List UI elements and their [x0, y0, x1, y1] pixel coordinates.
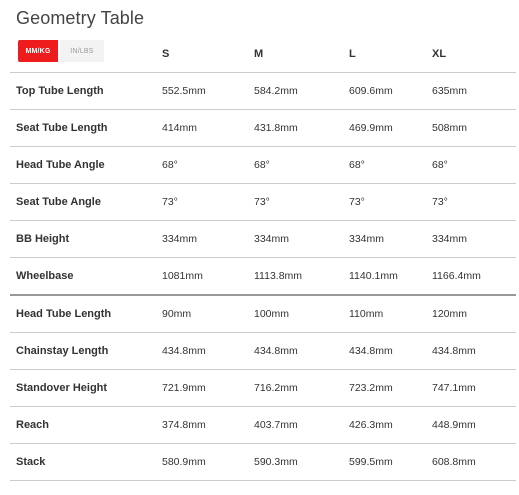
row-label: Chainstay Length	[10, 333, 156, 370]
row-label: Seat Tube Length	[10, 110, 156, 147]
table-cell: 334mm	[156, 221, 248, 258]
table-row	[10, 221, 516, 258]
table-row	[10, 370, 516, 407]
row-label: Head Tube Angle	[10, 147, 156, 184]
table-cell: 434.8mm	[343, 333, 426, 370]
table-cell: 120mm	[426, 295, 516, 333]
table-cell: 552.5mm	[156, 73, 248, 110]
table-cell: 590.3mm	[248, 444, 343, 481]
table-cell: 68°	[343, 147, 426, 184]
row-label: Standover Height	[10, 370, 156, 407]
table-cell: 716.2mm	[248, 370, 343, 407]
table-row	[10, 444, 516, 481]
table-row	[10, 184, 516, 221]
row-label: Top Tube Length	[10, 73, 156, 110]
table-row	[10, 295, 516, 333]
table-cell: 609.6mm	[343, 73, 426, 110]
table-cell: 721.9mm	[156, 370, 248, 407]
table-cell: 608.8mm	[426, 444, 516, 481]
column-header-l: L	[349, 48, 356, 60]
row-label: Stack	[10, 444, 156, 481]
table-row	[10, 73, 516, 110]
unit-in-lbs-button[interactable]: IN/LBS	[60, 40, 104, 62]
table-cell: 434.8mm	[248, 333, 343, 370]
table-cell: 68°	[156, 147, 248, 184]
table-cell: 747.1mm	[426, 370, 516, 407]
table-cell: 334mm	[426, 221, 516, 258]
table-cell: 1113.8mm	[248, 258, 343, 296]
table-cell: 73°	[248, 184, 343, 221]
table-cell: 431.8mm	[248, 110, 343, 147]
table-cell: 110mm	[343, 295, 426, 333]
table-cell: 73°	[156, 184, 248, 221]
table-cell: 334mm	[248, 221, 343, 258]
geometry-table	[10, 36, 516, 481]
column-header-m: M	[254, 48, 264, 60]
row-label: Seat Tube Angle	[10, 184, 156, 221]
table-row	[10, 258, 516, 296]
table-cell: 414mm	[156, 110, 248, 147]
table-cell: 1140.1mm	[343, 258, 426, 296]
table-row	[10, 147, 516, 184]
table-row	[10, 333, 516, 370]
table-cell: 508mm	[426, 110, 516, 147]
table-cell: 68°	[426, 147, 516, 184]
table-cell: 426.3mm	[343, 407, 426, 444]
table-cell: 434.8mm	[426, 333, 516, 370]
table-cell: 374.8mm	[156, 407, 248, 444]
table-cell: 599.5mm	[343, 444, 426, 481]
table-cell: 1166.4mm	[426, 258, 516, 296]
table-cell: 68°	[248, 147, 343, 184]
table-cell: 334mm	[343, 221, 426, 258]
table-row	[10, 110, 516, 147]
column-header-xl: XL	[432, 48, 447, 60]
table-cell: 403.7mm	[248, 407, 343, 444]
table-cell: 448.9mm	[426, 407, 516, 444]
unit-mm-kg-button[interactable]: MM/KG	[18, 40, 58, 62]
table-cell: 434.8mm	[156, 333, 248, 370]
row-label: Head Tube Length	[10, 295, 156, 333]
page-title: Geometry Table	[16, 8, 145, 28]
table-cell: 100mm	[248, 295, 343, 333]
unit-toggle	[18, 40, 104, 62]
row-label: Reach	[10, 407, 156, 444]
table-cell: 1081mm	[156, 258, 248, 296]
table-cell: 723.2mm	[343, 370, 426, 407]
table-cell: 73°	[426, 184, 516, 221]
column-header-s: S	[162, 48, 170, 60]
table-body	[10, 73, 516, 481]
row-label: BB Height	[10, 221, 156, 258]
row-label: Wheelbase	[10, 258, 156, 296]
table-cell: 90mm	[156, 295, 248, 333]
table-row	[10, 407, 516, 444]
table-cell: 580.9mm	[156, 444, 248, 481]
table-cell: 584.2mm	[248, 73, 343, 110]
table-cell: 635mm	[426, 73, 516, 110]
table-cell: 73°	[343, 184, 426, 221]
table-cell: 469.9mm	[343, 110, 426, 147]
